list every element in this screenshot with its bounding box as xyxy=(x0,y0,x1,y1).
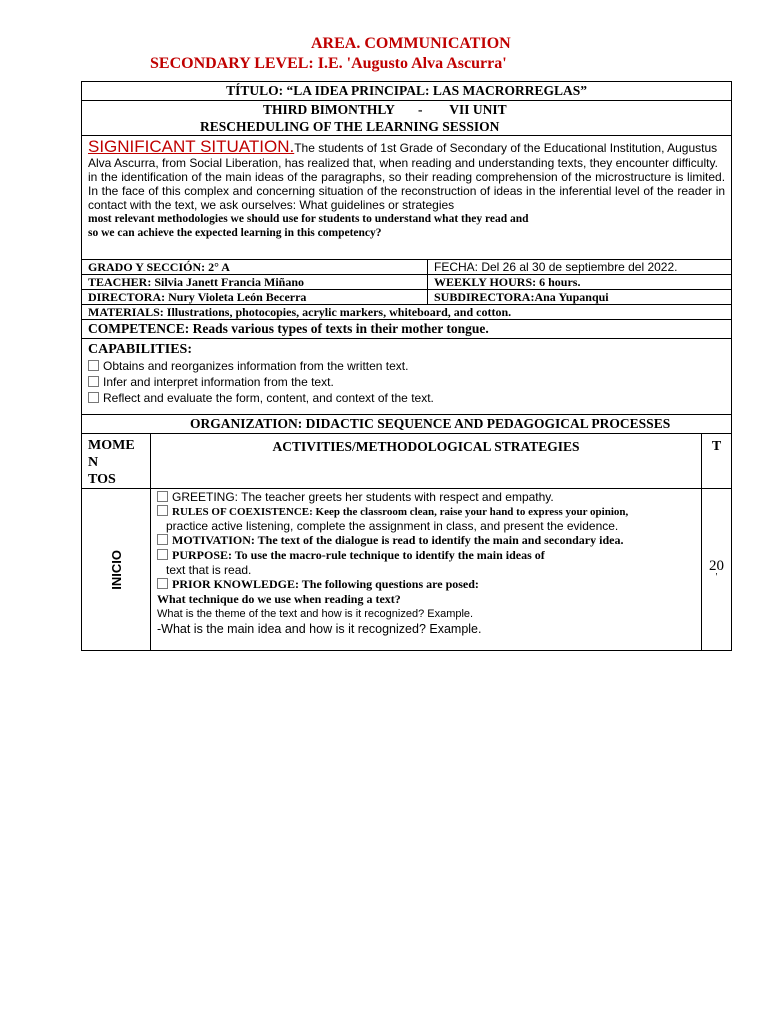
area-heading: AREA. COMMUNICATION xyxy=(311,35,511,52)
checkbox-icon xyxy=(88,360,99,371)
time-header: T xyxy=(702,434,732,489)
session-table xyxy=(81,81,732,651)
capabilities-heading: CAPABILITIES: xyxy=(88,342,192,357)
rules-text-2: practice active listening, complete the assignment in class, and present the evidence. xyxy=(166,519,619,533)
inicio-activities xyxy=(151,489,702,651)
capability-item: Obtains and reorganizes information from the written text. xyxy=(88,358,725,374)
session-title: TÍTULO: “LA IDEA PRINCIPAL: LAS MACRORREGLAS” xyxy=(226,83,587,98)
question-1: What technique do we use when reading a text? xyxy=(157,592,401,606)
competence-row: COMPETENCE: Reads various types of texts in their mother tongue. xyxy=(82,320,732,339)
directora-cell: DIRECTORA: Nury Violeta León Becerra xyxy=(82,290,428,305)
time-value: 20 xyxy=(709,558,725,574)
question-3: -What is the main idea and how is it recognized? Example. xyxy=(157,622,482,636)
significant-situation xyxy=(82,136,732,260)
inicio-cell xyxy=(82,489,151,651)
prior-knowledge-text: PRIOR KNOWLEDGE: The following questions are posed: xyxy=(172,577,479,591)
purpose-text: PURPOSE: To use the macro-rule technique to identify the main ideas of xyxy=(172,548,545,562)
capabilities-row xyxy=(82,339,732,415)
checkbox-icon xyxy=(88,392,99,403)
grado-cell: GRADO Y SECCIÓN: 2° A xyxy=(82,260,428,275)
teacher-cell: TEACHER: Silvia Janett Francia Miñano xyxy=(82,275,428,290)
situation-line-1: The students of 1st Grade of Secondary of the Educational Institution, Augustus xyxy=(294,141,718,155)
fecha-cell: FECHA: Del 26 al 30 de septiembre del 2022. xyxy=(428,260,732,275)
rescheduling-label: RESCHEDULING OF THE LEARNING SESSION xyxy=(200,119,500,134)
checkbox-icon xyxy=(157,534,168,545)
materials-row: MATERIALS: Illustrations, photocopies, acrylic markers, whiteboard, and cotton. xyxy=(82,305,732,320)
situation-line-2: Alva Ascurra, from Social Liberation, has realized that, when reading and understanding texts, they encounter difficulty. xyxy=(88,156,718,170)
checkbox-icon xyxy=(88,376,99,387)
checkbox-icon xyxy=(157,549,168,560)
capability-item: Reflect and evaluate the form, content, and context of the text. xyxy=(88,390,725,406)
organization-heading: ORGANIZATION: DIDACTIC SEQUENCE AND PEDAGOGICAL PROCESSES xyxy=(82,415,732,434)
moments-header: MOME N TOS xyxy=(82,434,151,489)
purpose-text-2: text that is read. xyxy=(166,563,252,577)
situation-line-4: most relevant methodologies we should use for students to understand what they read and xyxy=(88,213,529,225)
motivation-text: MOTIVATION: The text of the dialogue is read to identify the main and secondary idea. xyxy=(172,533,624,547)
activities-header: ACTIVITIES/METHODOLOGICAL STRATEGIES xyxy=(151,434,702,489)
checkbox-icon xyxy=(157,578,168,589)
greeting-text: GREETING: The teacher greets her students with respect and empathy. xyxy=(172,490,554,504)
capability-item: Infer and interpret information from the text. xyxy=(88,374,725,390)
bimonthly-label: THIRD BIMONTHLY - VII UNIT xyxy=(263,102,507,117)
inicio-time: 20 ' xyxy=(702,489,732,651)
situation-line-5: so we can achieve the expected learning in this competency? xyxy=(88,227,382,239)
checkbox-icon xyxy=(157,505,168,516)
unit-row xyxy=(82,101,732,136)
situation-line-3: in the identification of the main ideas of the paragraphs, so their reading comprehension of the microstructure is limited. In the face of this complex and concerning situation of the reconstruction of ideas in the inferential level of the reader in contact with the text, we ask ourselves: What guidelines or strategies xyxy=(88,170,726,212)
rules-text: RULES OF COEXISTENCE: Keep the classroom clean, raise your hand to express your opinion, xyxy=(172,506,629,518)
subdirectora-cell: SUBDIRECTORA:Ana Yupanqui xyxy=(428,290,732,305)
title-row xyxy=(82,82,732,101)
weekly-hours-cell: WEEKLY HOURS: 6 hours. xyxy=(428,275,732,290)
situation-heading: SIGNIFICANT SITUATION. xyxy=(88,137,295,156)
question-2: What is the theme of the text and how is it recognized? Example. xyxy=(157,608,474,620)
level-heading: SECONDARY LEVEL: I.E. 'Augusto Alva Ascurra' xyxy=(150,55,507,72)
inicio-label: INICIO xyxy=(108,549,124,590)
checkbox-icon xyxy=(157,491,168,502)
